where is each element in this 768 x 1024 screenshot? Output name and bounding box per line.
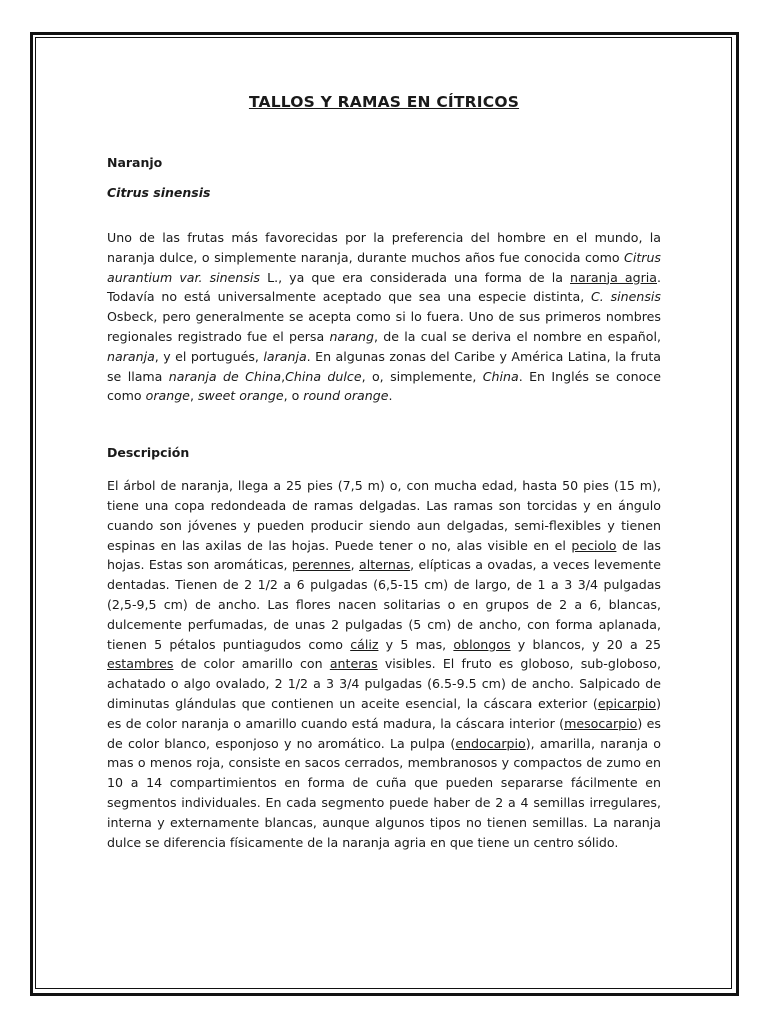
- text-run: El árbol de naranja, llega a 25 pies (7,5 m) o, con mucha edad, hasta 50 pies (15 m), tiene una copa redondeada de ramas delgadas. Las ramas son torcidas y en ángulo cuando son jóvenes y pueden producir siendo aun delgadas, semi-flexibles y tienen espinas en las axilas de las hojas. Puede tener o no, alas visible en el: [107, 478, 661, 553]
- text-run: , o: [283, 388, 304, 404]
- glossary-term: anteras: [329, 656, 378, 672]
- text-run: , elípticas a ovadas, a veces levemente dentadas. Tienen de 2 1/2 a 6 pulgadas (6,5-15 cm) de largo, de 1 a 3 3/4 pulgadas (2,5-9,5 cm) de ancho. Las flores nacen solitarias o en grupos de 2 a 6, blancas, dulcemente perfumadas, de unas 2 pulgadas (5 cm) de ancho, con forma aplanada, tienen 5 pétalos puntiagudos como: [107, 557, 661, 652]
- glossary-term: endocarpio: [455, 735, 526, 751]
- italic-term: Citrus aurantium var. sinensis: [107, 249, 661, 285]
- text-run: y 5 mas,: [378, 636, 454, 652]
- italic-term: China: [482, 368, 519, 384]
- glossary-term: naranja agria: [570, 269, 657, 285]
- text-run: visibles. El fruto es globoso, sub-globoso, achatado o algo ovalado, 2 1/2 a 3 3/4 pulgadas (6.5-9.5 cm) de ancho. Salpicado de diminutas glándulas que contienen un aceite esencial, la cáscara exterior (: [107, 656, 661, 711]
- italic-term: round orange: [303, 388, 389, 404]
- text-run: de color amarillo con: [173, 656, 330, 672]
- text-run: y blancos, y 20 a 25: [510, 636, 661, 652]
- text-run: ) es de color naranja o amarillo cuando está madura, la cáscara interior (: [107, 695, 661, 731]
- italic-term: naranja: [107, 348, 155, 364]
- glossary-term: mesocarpio: [564, 715, 638, 731]
- text-run: ,: [189, 388, 198, 404]
- intro-paragraph: [107, 228, 661, 406]
- text-run: de las hojas. Estas son aromáticas,: [107, 537, 661, 573]
- text-run: L., ya que era considerada una forma de la: [260, 269, 571, 285]
- glossary-term: cáliz: [350, 636, 379, 652]
- italic-term: C. sinensis: [591, 289, 661, 305]
- text-run: . En algunas zonas del Caribe y América Latina, la fruta se llama: [107, 348, 661, 384]
- section-heading-descripcion: Descripción: [107, 445, 190, 461]
- text-run: ) es de color blanco, esponjoso y no aromático. La pulpa (: [107, 715, 661, 751]
- italic-term: naranja de China: [168, 368, 282, 384]
- text-run: ,: [281, 368, 286, 384]
- glossary-term: estambres: [107, 656, 174, 672]
- document-content: [107, 90, 661, 852]
- species-name: Citrus sinensis: [107, 185, 211, 200]
- glossary-term: peciolo: [571, 537, 617, 553]
- text-run: .: [388, 388, 393, 404]
- text-run: ), amarilla, naranja o mas o menos roja, consiste en sacos cerrados, membranosos y compactos de zumo en 10 a 14 compartimientos en forma de cuña que pueden separarse fácilmente en segmentos individuales. En cada segmento puede haber de 2 a 4 semillas irregulares, interna y externamente blancas, aunque algunos tipos no tienen semillas. La naranja dulce se diferencia físicamente de la naranja agria en que tiene un centro sólido.: [107, 735, 661, 850]
- section-heading-naranjo: Naranjo: [107, 155, 163, 170]
- italic-term: orange: [145, 388, 190, 404]
- document-title: TALLOS Y RAMAS EN CÍTRICOS: [248, 93, 520, 111]
- text-run: , o, simplemente,: [361, 368, 483, 384]
- text-run: Uno de las frutas más favorecidas por la preferencia del hombre en el mundo, la naranja dulce, o simplemente naranja, durante muchos años fue conocida como: [107, 230, 661, 265]
- glossary-term: perennes: [291, 557, 351, 573]
- description-paragraph: [107, 476, 661, 852]
- glossary-term: alternas: [359, 557, 411, 573]
- glossary-term: oblongos: [453, 636, 511, 652]
- italic-term: sweet orange: [197, 388, 284, 404]
- italic-term: laranja: [263, 348, 307, 364]
- glossary-term: epicarpio: [597, 695, 657, 711]
- text-run: . En Inglés se conoce como: [107, 368, 661, 404]
- italic-term: narang: [329, 328, 375, 344]
- text-run: , y el portugués,: [154, 348, 264, 364]
- italic-term: China dulce: [285, 368, 362, 384]
- text-run: . Todavía no está universalmente aceptado que sea una especie distinta,: [107, 269, 661, 305]
- text-run: Osbeck, pero generalmente se acepta como si lo fuera. Uno de sus primeros nombres regionales registrado fue el persa: [107, 309, 661, 344]
- text-run: , de la cual se deriva el nombre en español,: [374, 328, 662, 344]
- text-run: ,: [350, 557, 360, 573]
